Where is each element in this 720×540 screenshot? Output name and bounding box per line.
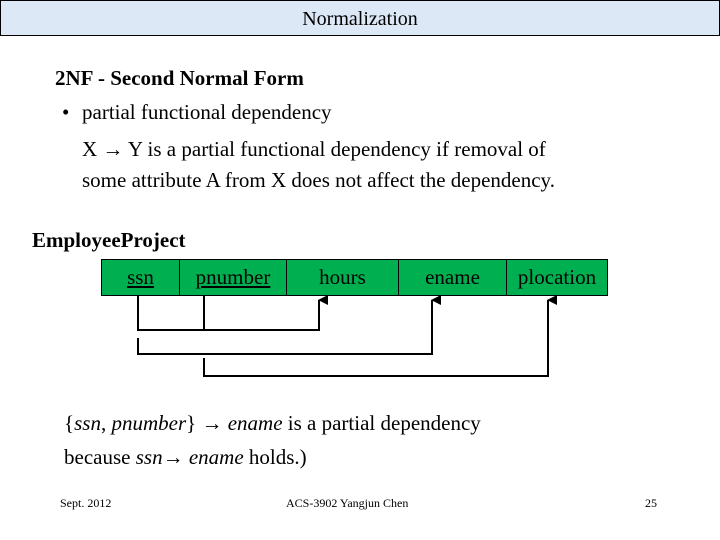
note-comma: , — [100, 411, 112, 435]
bullet-text: partial functional dependency — [82, 100, 332, 124]
note-ename: ename — [227, 411, 283, 435]
brace-close: } — [186, 411, 197, 435]
arrow-symbol: → — [201, 411, 223, 435]
fd-ssn-pnumber-to-hours — [138, 295, 319, 330]
attribute-pnumber: pnumber — [180, 260, 287, 295]
note-ssn: ssn — [74, 411, 101, 435]
footer-date: Sept. 2012 — [60, 496, 112, 510]
arrow-symbol: → — [102, 137, 124, 161]
definition-x: X — [82, 137, 98, 161]
note-ename-2: ename — [188, 445, 244, 469]
fd-pnumber-to-plocation — [204, 300, 548, 376]
definition-line-2: some attribute A from X does not affect the dependency. — [82, 168, 555, 192]
note-line-2 — [64, 440, 481, 474]
partial-dependency-note — [64, 406, 481, 474]
fd-ssn-to-ename — [138, 300, 432, 354]
relation-name: EmployeeProject — [32, 228, 186, 252]
attribute-hours: hours — [287, 260, 399, 295]
note-because: because — [64, 445, 136, 469]
arrow-symbol: → — [162, 445, 184, 469]
attribute-ename: ename — [399, 260, 507, 295]
note-line-1-rest: is a partial dependency — [282, 411, 481, 435]
attribute-ssn: ssn — [102, 260, 180, 295]
note-pnumber: pnumber — [111, 411, 187, 435]
definition-line-1-rest: Y is a partial functional dependency if removal of — [127, 137, 546, 161]
attribute-plocation: plocation — [517, 265, 597, 289]
note-ssn-2: ssn — [135, 445, 163, 469]
brace-open: { — [64, 411, 75, 435]
slide-title: Normalization — [302, 8, 418, 30]
page-number: 25 — [645, 496, 657, 510]
note-line-1 — [64, 406, 481, 440]
section-heading: 2NF - Second Normal Form — [55, 66, 304, 90]
note-line-2-rest: holds.) — [243, 445, 307, 469]
footer-author: ACS-3902 Yangjun Chen — [286, 496, 409, 510]
bullet-marker: • — [62, 100, 70, 124]
